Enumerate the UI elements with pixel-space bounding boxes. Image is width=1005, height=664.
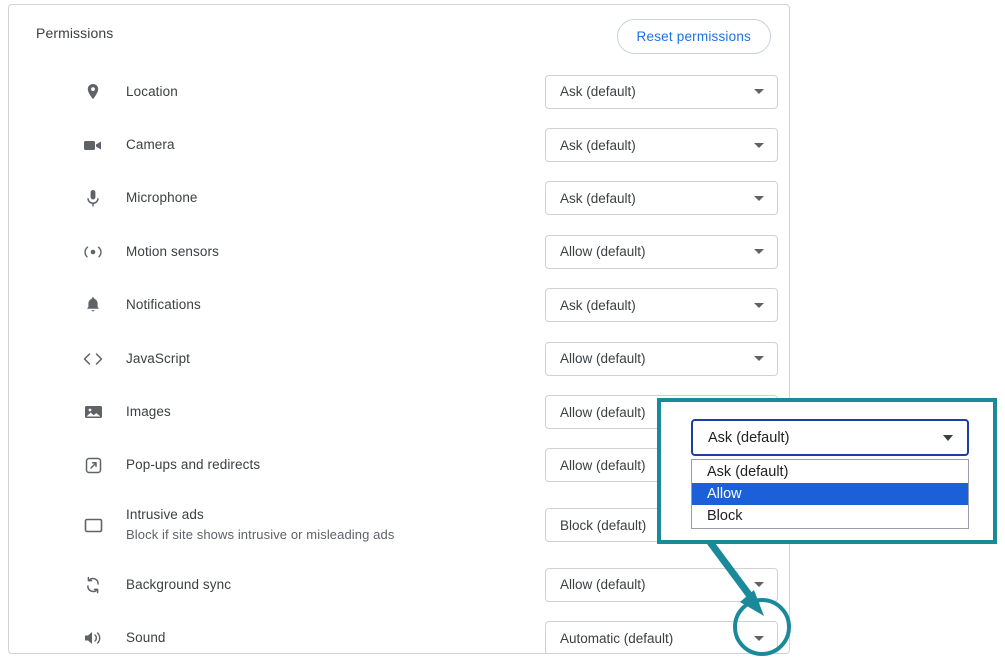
permission-label-main: Intrusive ads	[126, 507, 204, 523]
permission-row-location	[9, 65, 789, 118]
permissions-list	[9, 65, 789, 654]
permission-row-camera	[9, 118, 789, 171]
permission-select-background-sync[interactable]	[545, 568, 778, 602]
permission-label: Motion sensors	[126, 243, 219, 259]
dropdown-option-block[interactable]: Block	[707, 508, 743, 524]
permission-value: Ask (default)	[560, 84, 636, 100]
permission-row-notifications	[9, 279, 789, 332]
permission-select-camera[interactable]	[545, 128, 778, 162]
dropdown-option-ask-default[interactable]: Ask (default)	[707, 464, 789, 480]
permission-value: Block (default)	[560, 517, 647, 533]
chevron-down-icon	[754, 249, 764, 254]
permissions-header	[9, 5, 789, 67]
permission-row-background-sync	[9, 558, 789, 611]
permission-value: Ask (default)	[560, 297, 636, 313]
callout-select-box[interactable]	[691, 419, 969, 456]
chevron-down-icon	[754, 356, 764, 361]
permission-label: JavaScript	[126, 350, 191, 366]
chevron-down-icon	[754, 143, 764, 148]
permission-value: Allow (default)	[560, 351, 646, 367]
permission-label-sub: Block if site shows intrusive or misleading ads	[126, 527, 395, 543]
permission-label: Camera	[126, 137, 175, 153]
chevron-down-icon	[754, 582, 764, 587]
permission-value: Allow (default)	[560, 577, 646, 593]
permission-label: Microphone	[126, 190, 198, 206]
permission-label: Images	[126, 404, 171, 420]
permission-label: Notifications	[126, 297, 201, 313]
dropdown-option-allow[interactable]: Allow	[692, 483, 968, 505]
sound-icon	[81, 626, 105, 650]
dropdown-callout	[657, 398, 997, 544]
camera-icon	[81, 133, 105, 157]
external-link-icon	[81, 453, 105, 477]
permission-value: Allow (default)	[560, 244, 646, 260]
chevron-down-icon	[754, 89, 764, 94]
permissions-card	[8, 4, 790, 654]
permission-value: Ask (default)	[560, 137, 636, 153]
permission-select-notifications[interactable]	[545, 288, 778, 322]
permission-select-microphone[interactable]	[545, 181, 778, 215]
sound-dropdown-highlight-circle	[733, 598, 791, 656]
permission-row-javascript	[9, 332, 789, 385]
code-brackets-icon	[81, 347, 105, 371]
ad-block-icon	[81, 513, 105, 537]
permission-label: Location	[126, 83, 178, 99]
permission-row-sound	[9, 612, 789, 654]
callout-selected-value: Ask (default)	[708, 429, 790, 446]
sync-icon	[81, 573, 105, 597]
dropdown-options-list	[691, 459, 969, 529]
permission-label	[126, 506, 394, 544]
permission-row-motion-sensors	[9, 225, 789, 278]
permission-label: Sound	[126, 630, 166, 646]
microphone-icon	[81, 186, 105, 210]
page-title: Permissions	[36, 25, 114, 41]
image-icon	[81, 400, 105, 424]
permission-value: Allow (default)	[560, 457, 646, 473]
chevron-down-icon	[754, 196, 764, 201]
bell-icon	[81, 293, 105, 317]
permission-value: Automatic (default)	[560, 630, 674, 646]
permission-label: Pop-ups and redirects	[126, 457, 261, 473]
permission-select-location[interactable]	[545, 75, 778, 109]
permission-select-motion-sensors[interactable]	[545, 235, 778, 269]
permission-select-javascript[interactable]	[545, 342, 778, 376]
permission-label: Background sync	[126, 576, 232, 592]
permission-value: Allow (default)	[560, 404, 646, 420]
chevron-down-icon	[943, 435, 953, 441]
chevron-down-icon	[754, 303, 764, 308]
location-pin-icon	[81, 80, 105, 104]
reset-permissions-button[interactable]: Reset permissions	[617, 19, 771, 54]
permission-value: Ask (default)	[560, 190, 636, 206]
page-scrollbar[interactable]	[996, 0, 1005, 664]
motion-sensors-icon	[81, 240, 105, 264]
permission-row-microphone	[9, 172, 789, 225]
